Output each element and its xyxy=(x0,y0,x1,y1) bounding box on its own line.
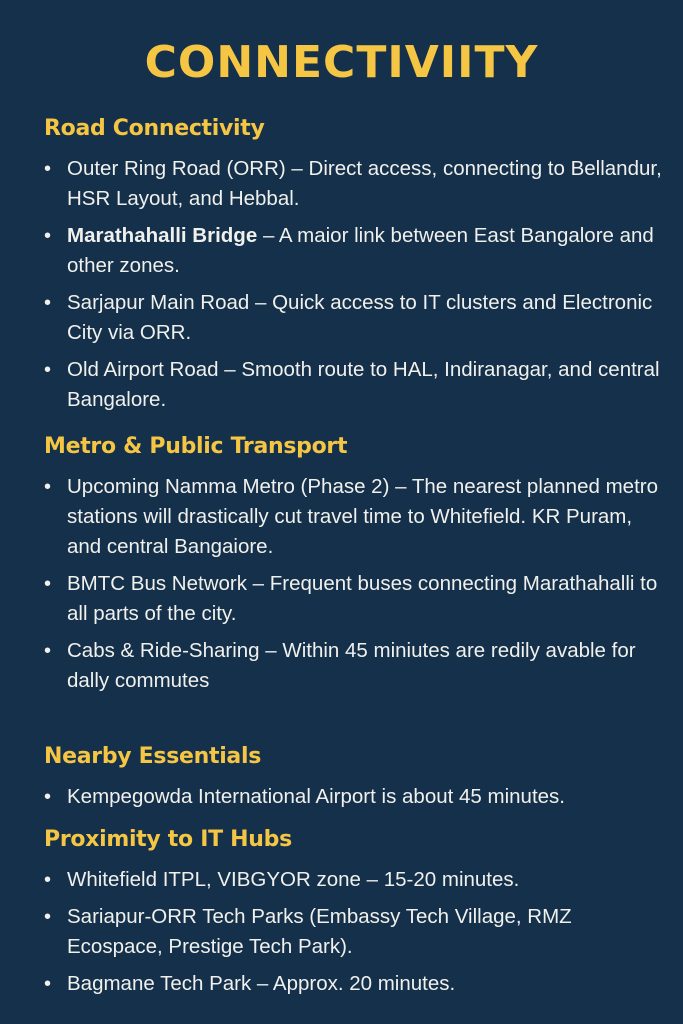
bullet-list xyxy=(44,865,664,999)
bullet-list xyxy=(44,154,664,415)
bullet-icon: • xyxy=(44,869,52,891)
list-item-bold-text: Marathahalli Bridge xyxy=(67,224,258,247)
list-item-text: Old Airport Road – Smooth route to HAL, Indiranagar, and central Bangalore. xyxy=(67,358,660,411)
bullet-icon: • xyxy=(44,973,52,995)
list-item-text: Kempegowda International Airport is about 45 minutes. xyxy=(67,785,565,808)
bullet-icon: • xyxy=(44,573,52,595)
page-title: CONNECTIVIITY xyxy=(144,37,539,88)
section-heading: Proximity to IT Hubs xyxy=(44,827,292,852)
list-item xyxy=(44,569,664,629)
list-item-text: Whitefield ITPL, VIBGYOR zone – 15-20 minutes. xyxy=(67,868,520,891)
section-metro-public-transport xyxy=(44,432,664,703)
list-item-text: BMTC Bus Network – Frequent buses connecting Marathahalli to all parts of the city. xyxy=(67,572,658,625)
list-item-text: – A maior link between East Bangalore and other zones. xyxy=(67,224,654,277)
list-item xyxy=(44,865,664,895)
bullet-icon: • xyxy=(44,786,52,808)
bullet-icon: • xyxy=(44,906,52,928)
bullet-icon: • xyxy=(44,359,52,381)
bullet-list xyxy=(44,782,664,812)
list-item-text: Sarjapur Main Road – Quick access to IT clusters and Electronic City via ORR. xyxy=(67,291,653,344)
bullet-icon: • xyxy=(44,225,52,247)
bullet-icon: • xyxy=(44,476,52,498)
bullet-icon: • xyxy=(44,158,52,180)
list-item-text: Bagmane Tech Park – Approx. 20 minutes. xyxy=(67,972,456,995)
list-item xyxy=(44,969,664,999)
section-road-connectivity xyxy=(44,114,664,422)
list-item xyxy=(44,472,664,562)
bullet-icon: • xyxy=(44,640,52,662)
list-item-text: Upcoming Namma Metro (Phase 2) – The nearest planned metro stations will drastically cut travel time to Whitefield. KR Puram, and central Bangaiore. xyxy=(67,475,658,558)
section-nearby-essentials xyxy=(44,742,664,819)
bullet-list xyxy=(44,472,664,696)
list-item-text: Cabs & Ride-Sharing – Within 45 miniutes are redily avable for dally commutes xyxy=(67,639,636,692)
section-heading: Metro & Public Transport xyxy=(44,434,348,459)
list-item xyxy=(44,154,664,214)
list-item xyxy=(44,288,664,348)
section-heading: Road Connectivity xyxy=(44,116,265,141)
section-proximity-it-hubs xyxy=(44,825,664,1006)
list-item-text: Outer Ring Road (ORR) – Direct access, connecting to Bellandur, HSR Layout, and Hebbal. xyxy=(67,157,662,210)
bullet-icon: • xyxy=(44,292,52,314)
list-item xyxy=(44,221,664,281)
section-heading: Nearby Essentials xyxy=(44,744,262,769)
list-item xyxy=(44,902,664,962)
list-item-text: Sariapur-ORR Tech Parks (Embassy Tech Village, RMZ Ecospace, Prestige Tech Park). xyxy=(67,905,572,958)
list-item xyxy=(44,636,664,696)
list-item xyxy=(44,355,664,415)
list-item xyxy=(44,782,664,812)
